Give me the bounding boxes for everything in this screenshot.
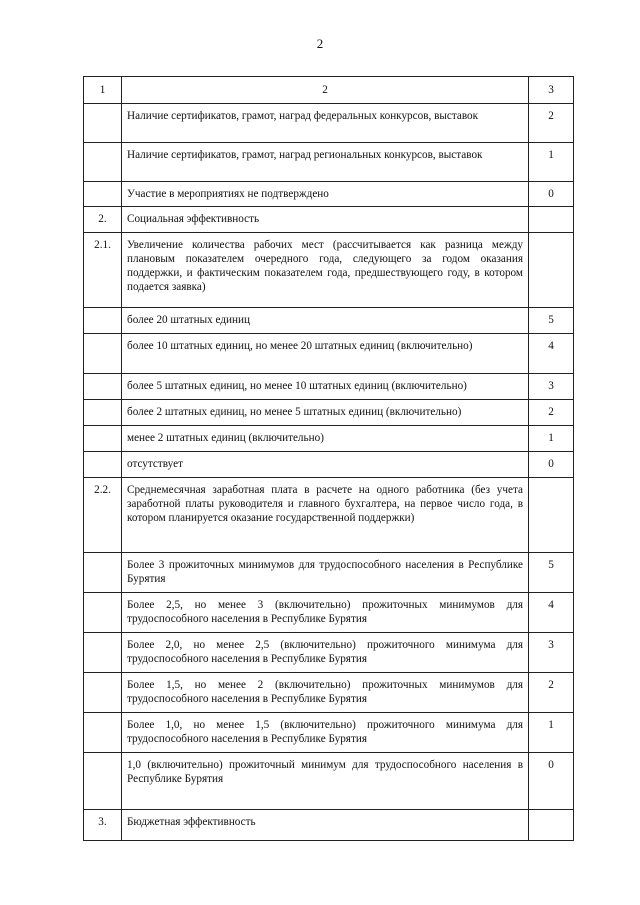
row-number bbox=[84, 182, 122, 207]
table-row bbox=[84, 426, 574, 452]
row-number bbox=[84, 713, 122, 753]
table-row bbox=[84, 553, 574, 593]
table-row bbox=[84, 233, 574, 308]
row-criterion: Более 2,5, но менее 3 (включительно) прожиточных минимумов для трудоспособного населения в Республике Бурятия bbox=[122, 593, 529, 633]
row-criterion: Бюджетная эффективность bbox=[122, 810, 529, 841]
page-number: 2 bbox=[316, 36, 324, 51]
table-row bbox=[84, 182, 574, 207]
row-criterion: более 2 штатных единиц, но менее 5 штатных единиц (включительно) bbox=[122, 400, 529, 426]
table-header-row bbox=[84, 77, 574, 104]
row-criterion: 1,0 (включительно) прожиточный минимум для трудоспособного населения в Республике Бурятия bbox=[122, 753, 529, 810]
row-score: 2 bbox=[529, 400, 574, 426]
table-row bbox=[84, 452, 574, 478]
row-number bbox=[84, 104, 122, 143]
row-criterion: Участие в мероприятиях не подтверждено bbox=[122, 182, 529, 207]
row-score: 0 bbox=[529, 182, 574, 207]
table-row bbox=[84, 374, 574, 400]
header-col-3: 3 bbox=[529, 77, 574, 104]
header-col-2: 2 bbox=[122, 77, 529, 104]
table-row bbox=[84, 633, 574, 673]
row-number bbox=[84, 426, 122, 452]
row-number: 2.2. bbox=[84, 478, 122, 553]
row-number: 3. bbox=[84, 810, 122, 841]
row-criterion: Наличие сертификатов, грамот, наград федеральных конкурсов, выставок bbox=[122, 104, 529, 143]
table-row bbox=[84, 593, 574, 633]
row-score: 5 bbox=[529, 553, 574, 593]
row-criterion: отсутствует bbox=[122, 452, 529, 478]
row-number bbox=[84, 334, 122, 374]
table-row bbox=[84, 810, 574, 841]
row-criterion: Более 1,5, но менее 2 (включительно) прожиточных минимумов для трудоспособного населения в Республике Бурятия bbox=[122, 673, 529, 713]
row-criterion: Более 1,0, но менее 1,5 (включительно) прожиточного минимума для трудоспособного населения в Республике Бурятия bbox=[122, 713, 529, 753]
row-score: 0 bbox=[529, 452, 574, 478]
row-score bbox=[529, 207, 574, 233]
row-number bbox=[84, 633, 122, 673]
criteria-table-body bbox=[84, 77, 574, 841]
row-number: 2.1. bbox=[84, 233, 122, 308]
row-score bbox=[529, 810, 574, 841]
table-row bbox=[84, 207, 574, 233]
table-row bbox=[84, 334, 574, 374]
row-criterion: Наличие сертификатов, грамот, наград региональных конкурсов, выставок bbox=[122, 143, 529, 182]
row-score: 2 bbox=[529, 673, 574, 713]
table-row bbox=[84, 104, 574, 143]
row-criterion: Социальная эффективность bbox=[122, 207, 529, 233]
row-score bbox=[529, 478, 574, 553]
row-score bbox=[529, 233, 574, 308]
row-score: 1 bbox=[529, 426, 574, 452]
row-number bbox=[84, 553, 122, 593]
row-score: 4 bbox=[529, 334, 574, 374]
table-row bbox=[84, 400, 574, 426]
table-row bbox=[84, 308, 574, 334]
row-number bbox=[84, 374, 122, 400]
row-criterion: более 20 штатных единиц bbox=[122, 308, 529, 334]
row-criterion: Увеличение количества рабочих мест (рассчитывается как разница между плановым показателем очередного года, следующего за годом оказания поддержки, и фактическим показателем года, предшествующего году, в котором подается заявка) bbox=[122, 233, 529, 308]
row-criterion: Среднемесячная заработная плата в расчете на одного работника (без учета заработной платы руководителя и главного бухгалтера, на первое число года, в котором планируется оказание государственной поддержки) bbox=[122, 478, 529, 553]
table-row bbox=[84, 713, 574, 753]
table-row bbox=[84, 478, 574, 553]
row-number: 2. bbox=[84, 207, 122, 233]
row-score: 3 bbox=[529, 374, 574, 400]
table-row bbox=[84, 753, 574, 810]
row-score: 1 bbox=[529, 143, 574, 182]
row-criterion: менее 2 штатных единиц (включительно) bbox=[122, 426, 529, 452]
row-criterion: Более 3 прожиточных минимумов для трудоспособного населения в Республике Бурятия bbox=[122, 553, 529, 593]
table-row bbox=[84, 143, 574, 182]
row-score: 1 bbox=[529, 713, 574, 753]
table-row bbox=[84, 673, 574, 713]
row-score: 5 bbox=[529, 308, 574, 334]
row-score: 4 bbox=[529, 593, 574, 633]
row-number bbox=[84, 143, 122, 182]
row-number bbox=[84, 593, 122, 633]
row-number bbox=[84, 753, 122, 810]
row-criterion: более 10 штатных единиц, но менее 20 штатных единиц (включительно) bbox=[122, 334, 529, 374]
row-score: 2 bbox=[529, 104, 574, 143]
row-criterion: более 5 штатных единиц, но менее 10 штатных единиц (включительно) bbox=[122, 374, 529, 400]
row-number bbox=[84, 452, 122, 478]
row-criterion: Более 2,0, но менее 2,5 (включительно) прожиточного минимума для трудоспособного населения в Республике Бурятия bbox=[122, 633, 529, 673]
row-score: 3 bbox=[529, 633, 574, 673]
row-number bbox=[84, 400, 122, 426]
row-number bbox=[84, 308, 122, 334]
row-number bbox=[84, 673, 122, 713]
criteria-table bbox=[83, 76, 574, 841]
header-col-1: 1 bbox=[84, 77, 122, 104]
row-score: 0 bbox=[529, 753, 574, 810]
